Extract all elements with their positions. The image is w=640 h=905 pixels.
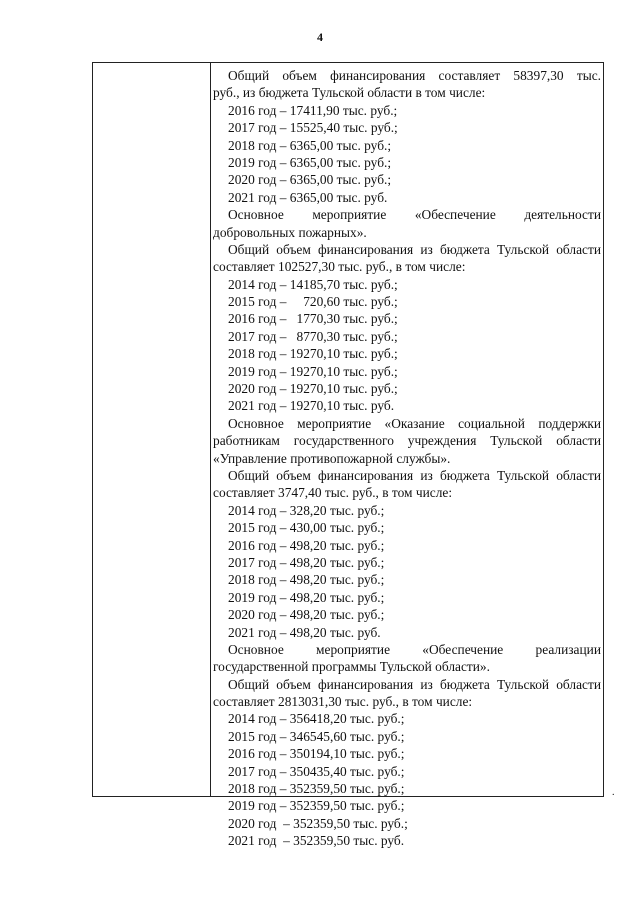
block2-total-line2: составляет 102527,30 тыс. руб., в том числе: xyxy=(213,259,466,275)
block3-year-2018: 2018 год – 498,20 тыс. руб.; xyxy=(228,572,385,588)
block1-year-2019: 2019 год – 6365,00 тыс. руб.; xyxy=(228,154,392,170)
block3-year-2016: 2016 год – 498,20 тыс. руб.; xyxy=(228,537,385,553)
block1-year-2020: 2020 год – 6365,00 тыс. руб.; xyxy=(228,172,392,188)
block2-heading-line1: Основное мероприятие «Обеспечение деятельности xyxy=(228,207,601,223)
block3-year-2014: 2014 год – 328,20 тыс. руб.; xyxy=(228,502,385,518)
block1-total-line1: Общий объем финансирования составляет 58397,30 тыс. xyxy=(228,68,601,83)
block4-heading-line2: государственной программы Тульской области». xyxy=(213,659,490,675)
block1-total-line2: руб., из бюджета Тульской области в том числе: xyxy=(213,85,486,101)
block3-year-2021: 2021 год – 498,20 тыс. руб. xyxy=(228,624,381,640)
block2-year-2019: 2019 год – 19270,10 тыс. руб.; xyxy=(228,363,398,379)
block1-year-2016: 2016 год – 17411,90 тыс. руб.; xyxy=(228,102,398,118)
page-number: 4 xyxy=(317,30,323,44)
block2-total-line1: Общий объем финансирования из бюджета Тульской области xyxy=(228,241,601,257)
financing-text-cell xyxy=(213,67,601,850)
block4-year-2015: 2015 год – 346545,60 тыс. руб.; xyxy=(228,728,405,744)
block3-year-2017: 2017 год – 498,20 тыс. руб.; xyxy=(228,554,385,570)
block1-year-2021: 2021 год – 6365,00 тыс. руб. xyxy=(228,189,388,205)
stray-dot-mark: . xyxy=(612,787,615,798)
block1-year-2017: 2017 год – 15525,40 тыс. руб.; xyxy=(228,120,398,136)
block2-year-2018: 2018 год – 19270,10 тыс. руб.; xyxy=(228,346,398,362)
block4-total-line2: составляет 2813031,30 тыс. руб., в том числе: xyxy=(213,694,473,710)
block2-year-2017: 2017 год – 8770,30 тыс. руб.; xyxy=(228,328,398,344)
block4-year-2019: 2019 год – 352359,50 тыс. руб.; xyxy=(228,798,405,814)
column-divider xyxy=(210,63,211,796)
block2-year-2021: 2021 год – 19270,10 тыс. руб. xyxy=(228,398,395,414)
block3-heading-line2: работникам государственного учреждения Тульской области xyxy=(213,433,601,449)
block4-total-line1: Общий объем финансирования из бюджета Тульской области xyxy=(228,676,601,692)
block3-heading-line1: Основное мероприятие «Оказание социальной поддержки xyxy=(228,415,601,431)
block2-year-2015: 2015 год – 720,60 тыс. руб.; xyxy=(228,294,398,310)
block4-year-2018: 2018 год – 352359,50 тыс. руб.; xyxy=(228,781,405,797)
block3-total-line1: Общий объем финансирования из бюджета Тульской области xyxy=(228,467,601,483)
block3-total-line2: составляет 3747,40 тыс. руб., в том числе: xyxy=(213,485,453,501)
block4-year-2021: 2021 год – 352359,50 тыс. руб. xyxy=(228,833,405,849)
financing-table xyxy=(92,62,604,849)
block2-year-2014: 2014 год – 14185,70 тыс. руб.; xyxy=(228,276,398,292)
block1-year-2018: 2018 год – 6365,00 тыс. руб.; xyxy=(228,137,392,153)
block3-year-2020: 2020 год – 498,20 тыс. руб.; xyxy=(228,607,385,623)
block4-year-2016: 2016 год – 350194,10 тыс. руб.; xyxy=(228,746,405,762)
block4-year-2017: 2017 год – 350435,40 тыс. руб.; xyxy=(228,763,405,779)
block3-year-2015: 2015 год – 430,00 тыс. руб.; xyxy=(228,520,385,536)
block2-year-2020: 2020 год – 19270,10 тыс. руб.; xyxy=(228,381,398,397)
block4-heading-line1: Основное мероприятие «Обеспечение реализации xyxy=(228,641,601,657)
block2-year-2016: 2016 год – 1770,30 тыс. руб.; xyxy=(228,311,398,327)
block2-heading-line2: добровольных пожарных». xyxy=(213,224,367,240)
block4-year-2020: 2020 год – 352359,50 тыс. руб.; xyxy=(228,815,408,831)
block4-year-2014: 2014 год – 356418,20 тыс. руб.; xyxy=(228,711,405,727)
block3-year-2019: 2019 год – 498,20 тыс. руб.; xyxy=(228,589,385,605)
block3-heading-line3: «Управление противопожарной службы». xyxy=(213,450,451,466)
